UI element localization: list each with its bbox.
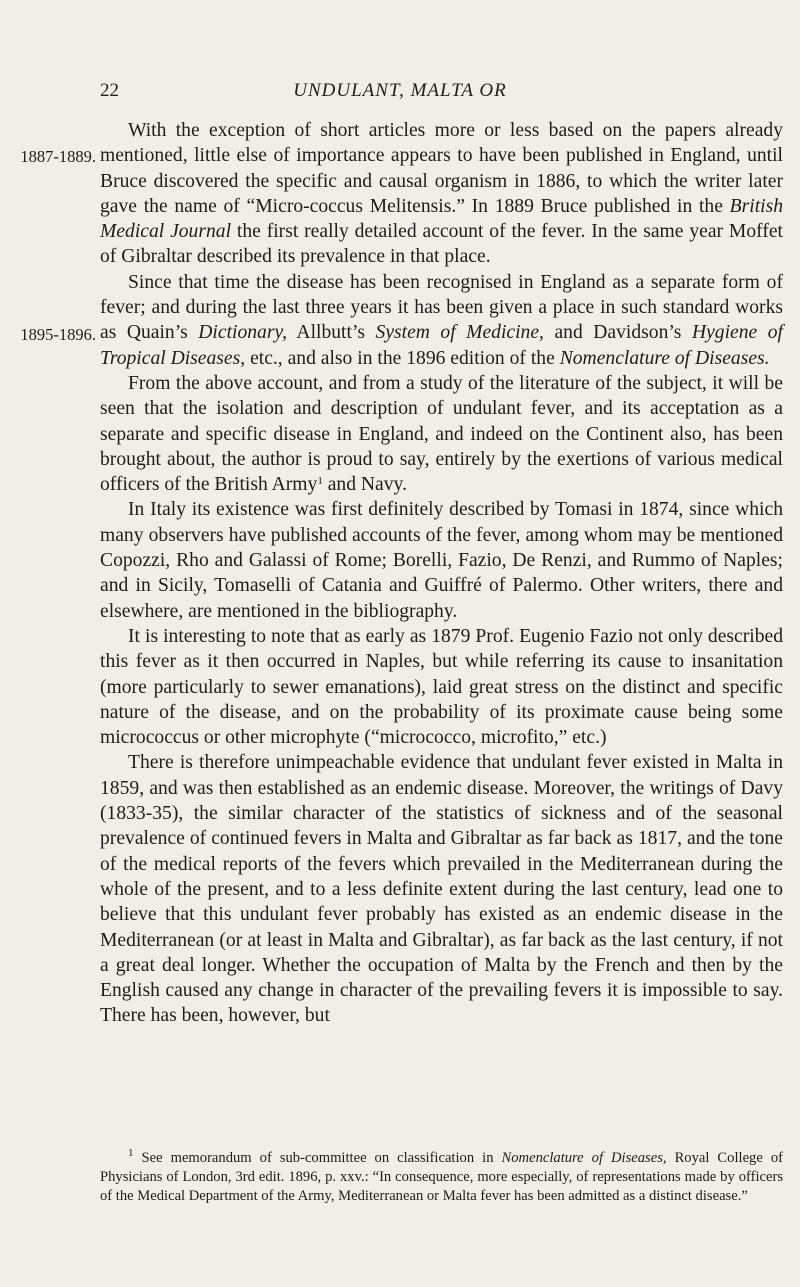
paragraph-4: In Italy its existence was first definitely described by Tomasi in 1874, since which many observers have published accounts of the fever, among whom may be mentioned Copozzi, Rho and Galassi of Rome; Borelli, Fazio, De Renzi, and Rummo of Naples; and in Sicily, Tomaselli of Catania and Guiffré of Palermo. Other writers, there and elsewhere, are mentioned in the bibliography. (100, 499, 783, 622)
margin-date-1895: 1895-1896. (20, 325, 96, 344)
body-text (100, 118, 783, 1029)
footnote-ref: 1 (317, 475, 323, 488)
paragraph-3: From the above account, and from a study of the literature of the subject, it will be seen that the isolation and description of undulant fever, and its acceptation as a separate and specific disease in England, and indeed on the Continent also, has been brought about, the author is proud to say, entirely by the exertions of various medical officers of the British Army$^1$ and Navy. (100, 372, 783, 496)
paragraph-5: It is interesting to note that as early as 1879 Prof. Eugenio Fazio not only described this fever as it then occurred in Naples, but while referring its cause to insanitation (more particularly to sewer emanations), laid great stress on the distinct and specific nature of the disease, and on the probability of its proximate cause being some micrococcus or other microphyte (“micrococco, microfito,” etc.) (100, 625, 783, 749)
running-title: UNDULANT, MALTA OR (293, 80, 507, 101)
footnote: $^1$ See memorandum of sub-committee on classification in Nomenclature of Diseases, Royal College of Physicians of London, 3rd edit. 1896, p. xxv.: “In consequence, more especially, of representations made by officers of the Medical Department of the Army, Mediterranean or Malta fever has been admitted as a distinct disease.” (100, 1147, 783, 1204)
paragraph-6: There is therefore unimpeachable evidence that undulant fever existed in Malta in 1859, and was then established as an endemic disease. Moreover, the writings of Davy (1833-35), the similar character of the statistics of sickness and of the seasonal prevalence of continued fevers in Malta and Gibraltar as far back as 1817, and the tone of the medical reports of the fevers which prevailed in the Mediterranean during the whole of the present, and to a less definite extent during the last century, lead one to believe that this undulant fever probably has existed as an endemic disease in the Mediterranean (or at least in Malta and Gibraltar), as far back as the last century, if not a great deal longer. Whether the occupation of Malta by the French and then by the English caused any change in character of the prevailing fevers it is impossible to say. There has been, however, but (100, 752, 783, 1027)
page-number: 22 (100, 80, 119, 101)
footnote-marker: 1 (128, 1147, 134, 1159)
paragraph-2: Since that time the disease has been recognised in England as a separate form of fever; and during the last three years it has been given a place in such standard works as Quain’s Dictionary, Allbutt’s System of Medicine, and Davidson’s Hygiene of Tropical Diseases, etc., and also in the 1896 edition of the Nomenclature of Diseases. (100, 271, 783, 369)
page-header (0, 80, 800, 110)
margin-date-1887: 1887-1889. (20, 147, 96, 166)
paragraph-1: With the exception of short articles more or less based on the papers already mentioned, little else of importance appears to have been published in England, until Bruce discovered the specific and causal organism in 1886, to which the writer later gave the name of “Micro-coccus Melitensis.” In 1889 Bruce published in the British Medical Journal the first really detailed account of the fever. In the same year Moffet of Gibraltar described its prevalence in that place. (100, 120, 784, 268)
